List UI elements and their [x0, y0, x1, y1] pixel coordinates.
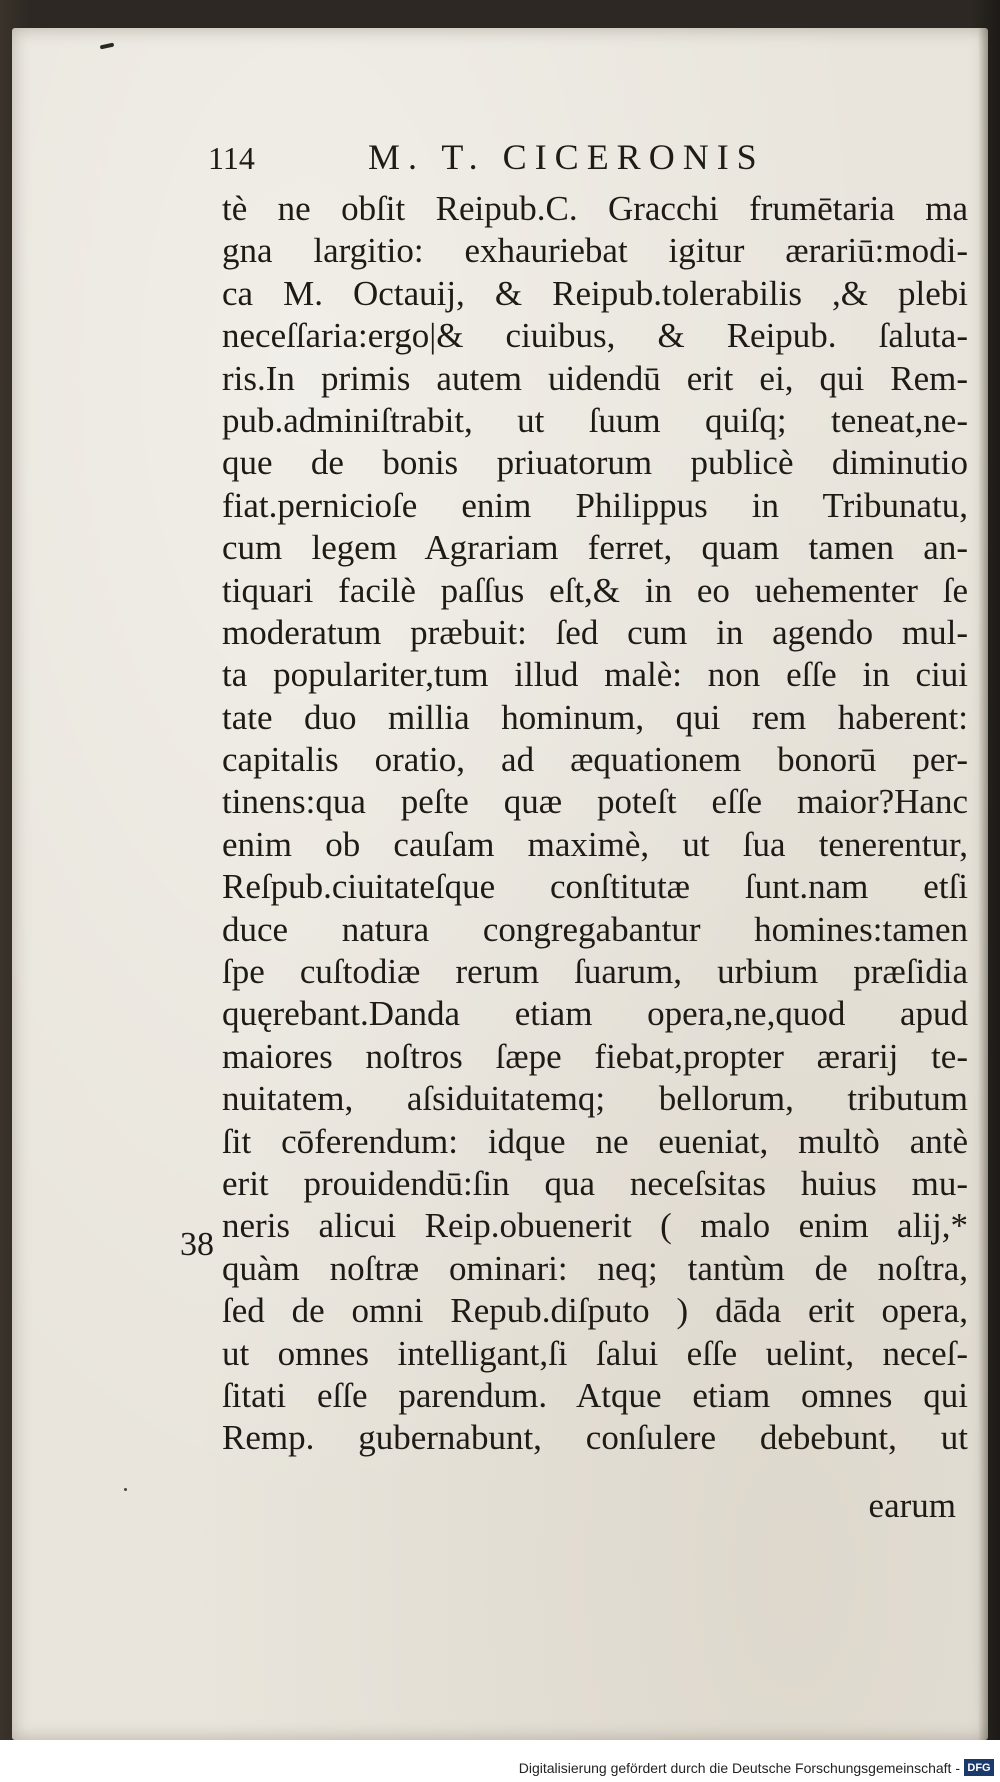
margin-note-number: 38 [180, 1226, 214, 1263]
text-line: gna largitio: exhauriebat igitur ærariū:modi- [222, 231, 968, 271]
page-edge-shadow [978, 28, 988, 1740]
text-line: que de bonis priuatorum publicè diminutio [222, 443, 968, 483]
text-line: erit prouidendū:ſin qua neceſsitas huius mu- [222, 1163, 968, 1203]
text-line: cum legem Agrariam ferret, quam tamen an- [222, 528, 968, 568]
text-line: quàm noſtræ ominari: neq; tantùm de noſtra, [222, 1248, 968, 1288]
funding-credit: Digitalisierung gefördert durch die Deutsche Forschungsgemeinschaft - [518, 1760, 960, 1776]
text-line: ca M. Octauij, & Reipub.tolerabilis ,& plebi [222, 273, 968, 313]
text-line: ſed de omni Repub.diſputo ) dāda erit opera, [222, 1291, 968, 1331]
page-number: 114 [208, 140, 255, 176]
running-header [208, 136, 968, 184]
footer-bar [0, 1740, 1000, 1782]
text-line: maiores noſtros ſæpe fiebat,propter ærarij te- [222, 1036, 968, 1076]
text-line: tè ne obſit Reipub.C. Gracchi frumētaria ma [222, 189, 968, 228]
text-line: ris.In primis autem uidendū erit ei, qui Rem- [222, 358, 968, 398]
text-line: duce natura congregabantur homines:tamen [222, 909, 968, 949]
ink-mark [100, 43, 115, 50]
text-line: pub.adminiſtrabit, ut ſuum quiſq; teneat,ne- [222, 400, 968, 440]
text-line: ſpe cuſtodiæ rerum ſuarum, urbium præſidia [222, 952, 968, 992]
text-line: Reſpub.ciuitateſque conſtitutæ ſunt.nam etſi [222, 867, 968, 907]
book-page [12, 28, 988, 1740]
text-line: quęrebant.Danda etiam opera,ne,quod apud [222, 994, 968, 1034]
text-line: ut omnes intelligant,ſi ſalui eſſe uelint, neceſ- [222, 1333, 968, 1373]
text-line: tinens:qua peſte quæ poteſt eſſe maior?Hanc [222, 782, 968, 822]
running-title: M. T. CICERONIS [368, 137, 765, 177]
text-line: nuitatem, aſsiduitatemq; bellorum, tributum [222, 1079, 968, 1119]
body-text [222, 188, 968, 1460]
text-line: neris alicui Reip.obuenerit ( malo enim alij,* [222, 1206, 968, 1246]
text-line: capitalis oratio, ad æquationem bonorū per- [222, 740, 968, 780]
catchword: earum [868, 1486, 956, 1525]
text-line: Remp. gubernabunt, conſulere debebunt, ut [222, 1418, 968, 1458]
text-line: enim ob cauſam maximè, ut ſua tenerentur, [222, 824, 968, 864]
text-line: neceſſaria:ergo|& ciuibus, & Reipub. ſaluta- [222, 316, 968, 356]
text-line: ſitati eſſe parendum. Atque etiam omnes qui [222, 1375, 968, 1415]
text-line: moderatum præbuit: ſed cum in agendo mul- [222, 612, 968, 652]
text-line: ta populariter,tum illud malè: non eſſe in ciui [222, 655, 968, 695]
text-line: tate duo millia hominum, qui rem haberent: [222, 697, 968, 737]
ink-speck [124, 1488, 127, 1491]
dfg-logo-icon: DFG [964, 1759, 994, 1776]
text-line: ſit cōferendum: idque ne eueniat, multò antè [222, 1121, 968, 1161]
text-line: fiat.pernicioſe enim Philippus in Tribunatu, [222, 485, 968, 525]
text-line: tiquari facilè paſſus eſt,& in eo uehementer ſe [222, 570, 968, 610]
